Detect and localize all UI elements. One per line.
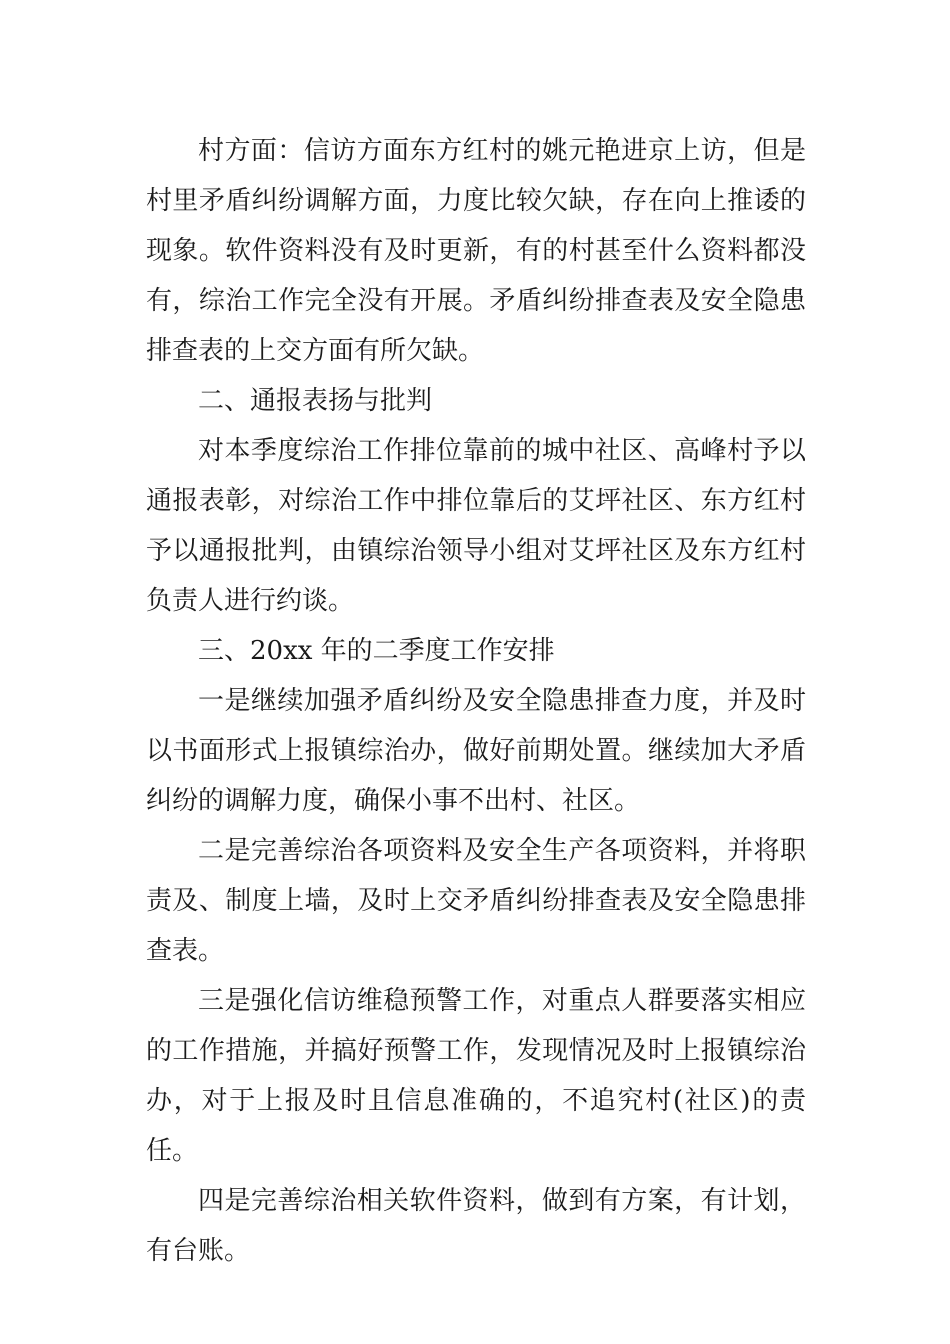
paragraph-plan-item-1: 一是继续加强矛盾纠纷及安全隐患排查力度，并及时以书面形式上报镇综治办，做好前期处置。继续加大矛盾纠纷的调解力度，确保小事不出村、社区。 — [146, 686, 806, 816]
section-heading-work-plan: 三、20xx 年的二季度工作安排 — [198, 636, 555, 666]
paragraph-commendation: 对本季度综治工作排位靠前的城中社区、高峰村予以通报表彰，对综治工作中排位靠后的艾坪社区、东方红村予以通报批判，由镇综治领导小组对艾坪社区及东方红村负责人进行约谈。 — [146, 436, 806, 616]
document-body — [146, 126, 806, 1276]
section-heading-commendation: 二、通报表扬与批判 — [198, 386, 433, 416]
paragraph-village-issues: 村方面：信访方面东方红村的姚元艳进京上访，但是村里矛盾纠纷调解方面，力度比较欠缺，存在向上推诿的现象。软件资料没有及时更新，有的村甚至什么资料都没有，综治工作完全没有开展。矛盾纠纷排查表及安全隐患排查表的上交方面有所欠缺。 — [146, 136, 806, 366]
paragraph-plan-item-2: 二是完善综治各项资料及安全生产各项资料，并将职责及、制度上墙，及时上交矛盾纠纷排查表及安全隐患排查表。 — [146, 836, 806, 966]
paragraph-plan-item-4: 四是完善综治相关软件资料，做到有方案，有计划，有台账。 — [146, 1186, 806, 1266]
paragraph-plan-item-3: 三是强化信访维稳预警工作，对重点人群要落实相应的工作措施，并搞好预警工作，发现情况及时上报镇综治办，对于上报及时且信息准确的，不追究村(社区)的责任。 — [146, 986, 806, 1166]
